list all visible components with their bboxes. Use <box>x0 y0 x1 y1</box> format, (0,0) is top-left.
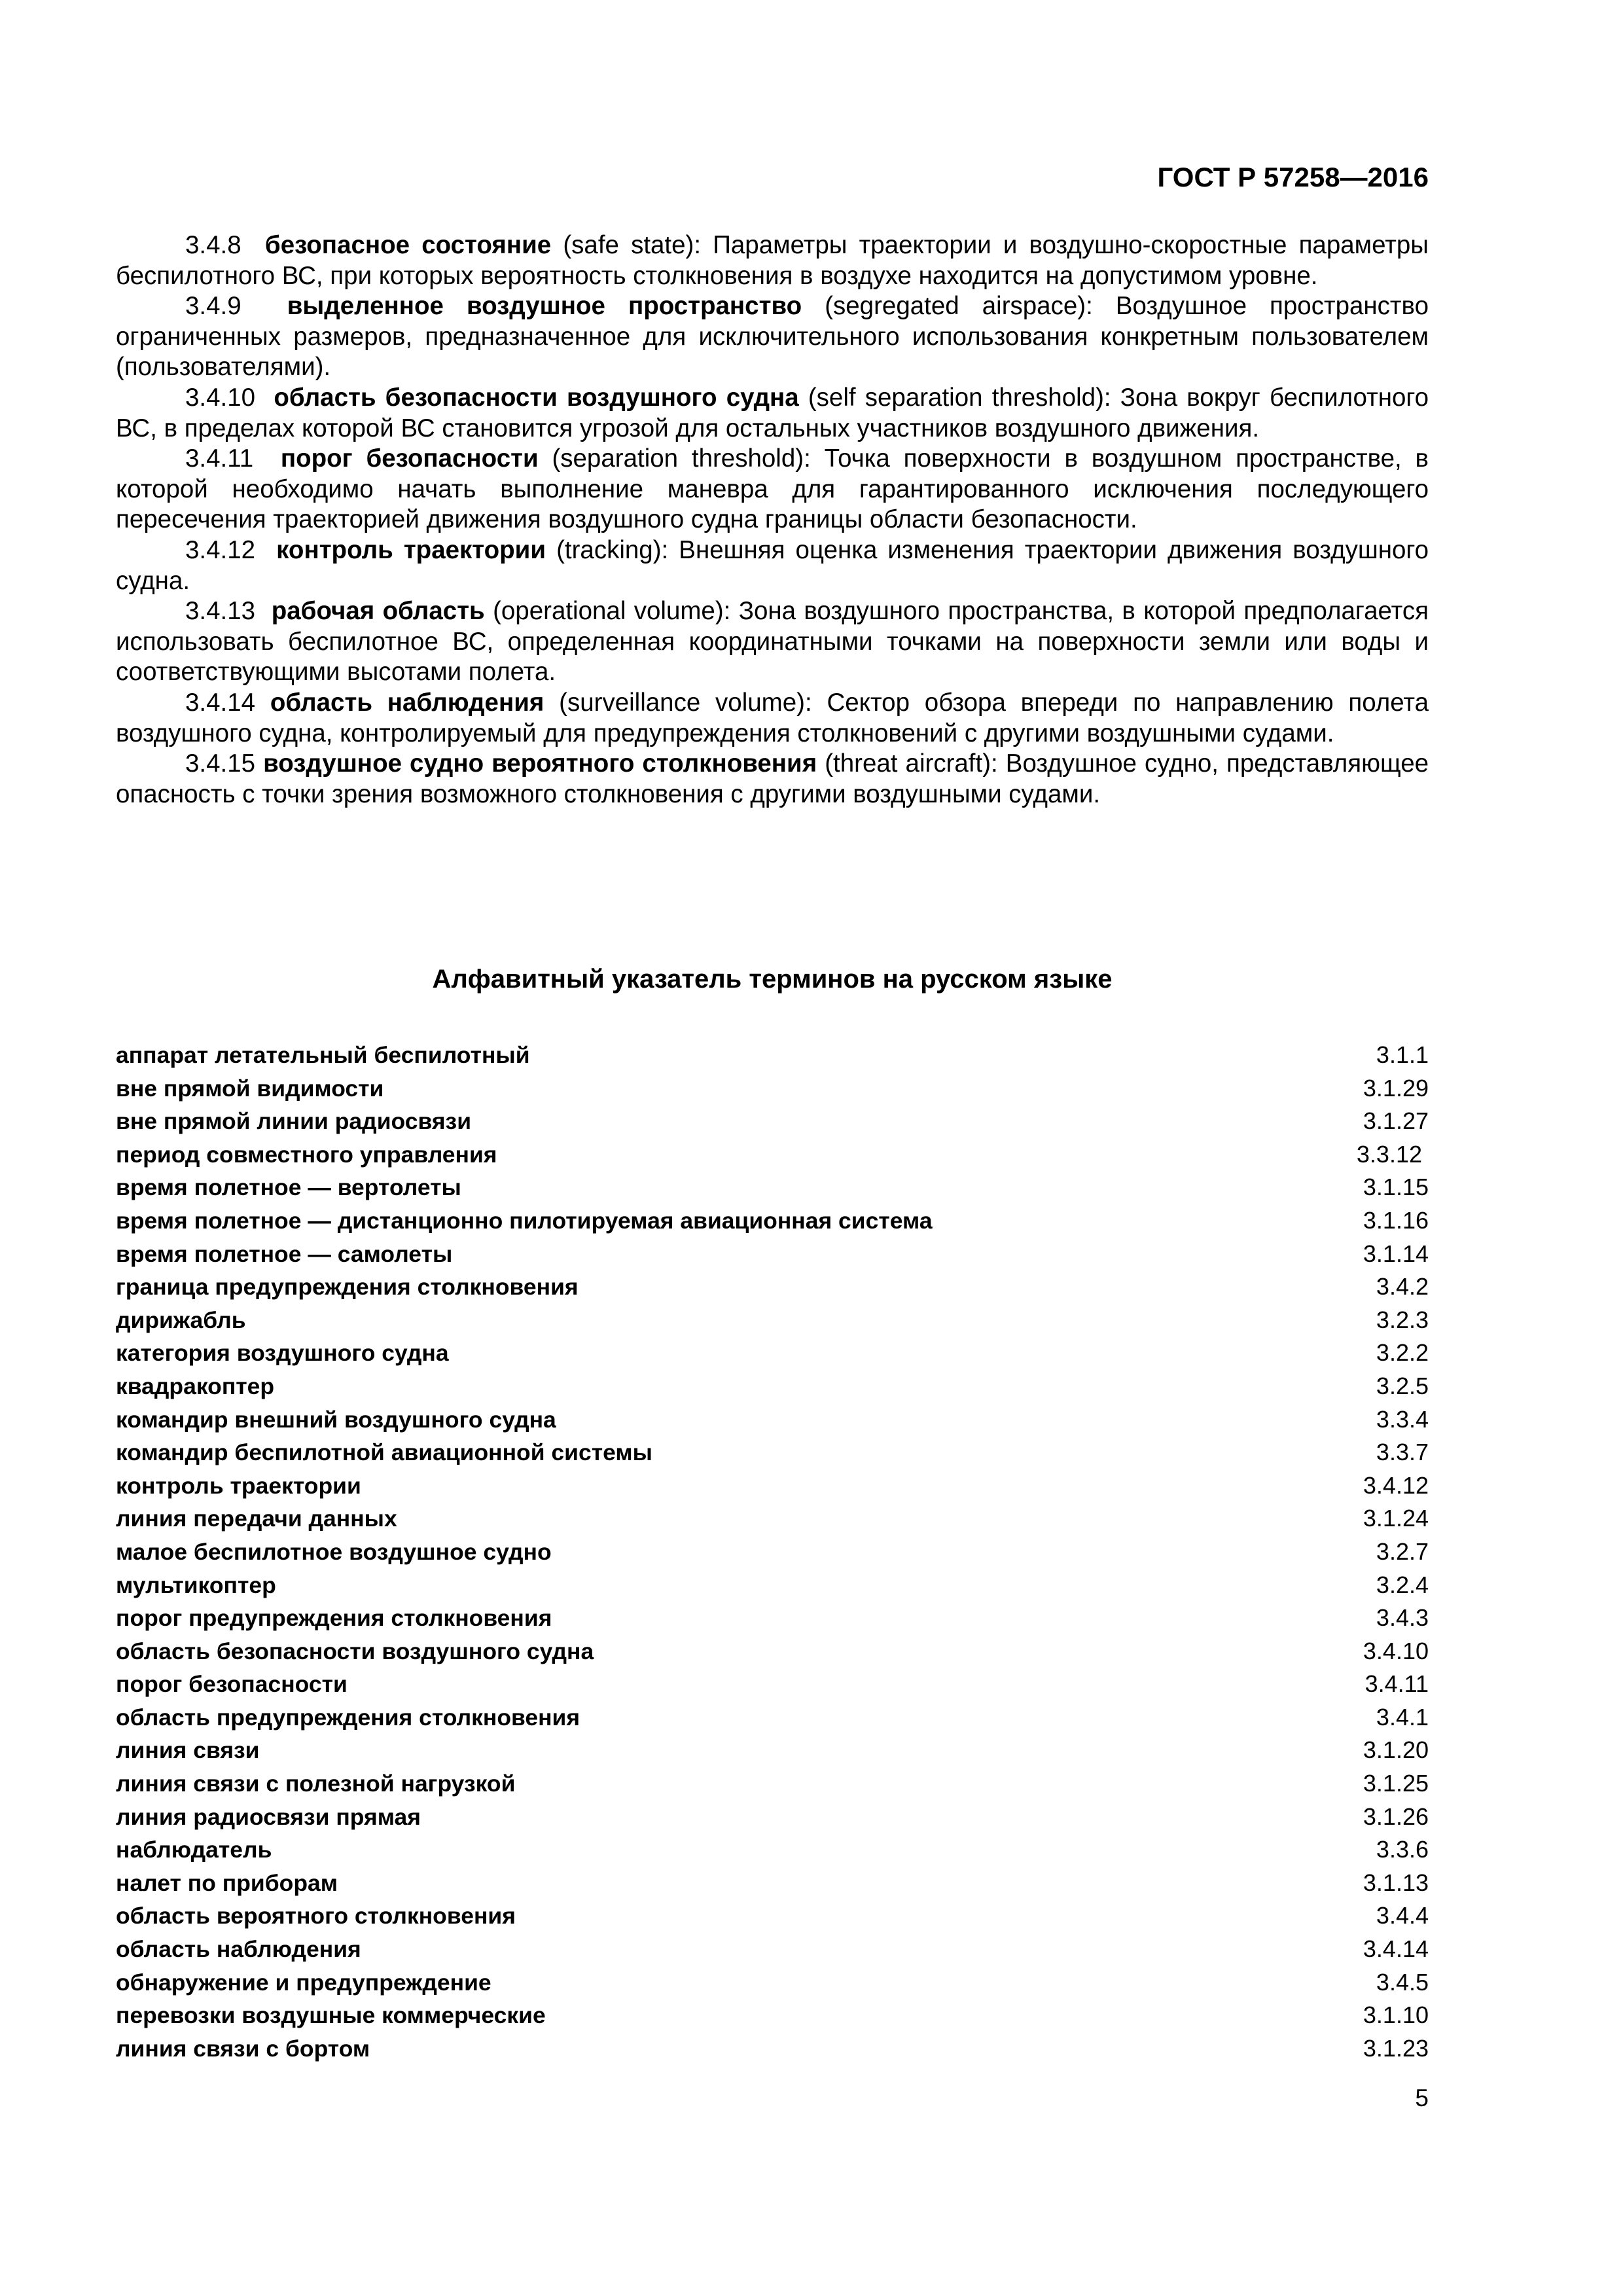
definition-3-4-14 <box>116 688 1429 749</box>
index-ref: 3.1.25 <box>1363 1770 1429 1797</box>
index-ref: 3.1.1 <box>1376 1041 1429 1068</box>
index-row <box>116 1304 1429 1337</box>
index-ref: 3.4.10 <box>1363 1637 1429 1664</box>
index-term: малое беспилотное воздушное судно <box>116 1538 552 1565</box>
definition-english: (safe state) <box>563 231 694 259</box>
index-term: период совместного управления <box>116 1141 497 1168</box>
index-row <box>116 1171 1429 1204</box>
definition-term: рабочая область <box>271 597 485 626</box>
definition-text: : Точка поверхности в воздушном пространстве, в которой необходимо начать выполнение маневра для гарантированного исключения последующего пересечения траекторией движения воздушного судна границы области безопасности. <box>116 444 1429 534</box>
index-row <box>116 1502 1429 1535</box>
index-ref: 3.2.5 <box>1376 1372 1429 1399</box>
definition-english: (threat aircraft) <box>825 749 991 778</box>
index-ref: 3.1.27 <box>1363 1107 1429 1135</box>
index-term: линия связи <box>116 1737 260 1764</box>
index-ref: 3.4.14 <box>1363 1935 1429 1963</box>
index-ref: 3.4.1 <box>1376 1703 1429 1731</box>
definition-english: (separation threshold) <box>552 444 804 473</box>
index-ref: 3.1.24 <box>1363 1505 1429 1532</box>
definition-text: : Воздушное судно, представляющее опасность с точки зрения возможного столкновения с другими воздушными судами. <box>116 749 1429 808</box>
definition-number: 3.4.8 <box>185 231 241 259</box>
index-term: командир внешний воздушного судна <box>116 1406 556 1433</box>
definitions-section <box>116 230 1429 810</box>
index-row <box>116 1635 1429 1668</box>
definition-3-4-12 <box>116 535 1429 596</box>
index-term: контроль траектории <box>116 1472 361 1499</box>
definition-text: : Внешняя оценка изменения траектории движения воздушного судна. <box>116 535 1429 595</box>
definition-number: 3.4.10 <box>185 383 256 412</box>
definition-3-4-11 <box>116 444 1429 535</box>
index-row <box>116 1072 1429 1105</box>
index-term: квадракоптер <box>116 1372 275 1399</box>
definition-text: : Зона воздушного пространства, в которой предполагается использовать беспилотное ВС, определенная координатными точками на поверхности земли или воды и соответствующими высотами полета. <box>116 597 1429 687</box>
index-row <box>116 1105 1429 1138</box>
index-ref: 3.2.4 <box>1376 1571 1429 1598</box>
definition-number: 3.4.15 <box>185 749 256 778</box>
index-ref: 3.4.5 <box>1376 1968 1429 1996</box>
document-code-header: ГОСТ Р 57258—2016 <box>1157 162 1429 192</box>
index-term: порог предупреждения столкновения <box>116 1605 552 1632</box>
index-term: мультикоптер <box>116 1571 276 1598</box>
definition-3-4-15 <box>116 749 1429 810</box>
index-row <box>116 1569 1429 1602</box>
definition-number: 3.4.12 <box>185 535 256 564</box>
definition-text: : Зона вокруг беспилотного ВС, в пределах которой ВС становится угрозой для остальных участников воздушного движения. <box>116 383 1429 442</box>
definition-english: (surveillance volume) <box>559 688 805 717</box>
index-ref: 3.1.16 <box>1363 1206 1429 1234</box>
index-row <box>116 1138 1429 1172</box>
definition-english: (operational volume) <box>493 597 724 626</box>
definition-english: (segregated airspace) <box>825 292 1086 321</box>
index-row <box>116 1966 1429 2000</box>
index-term: налет по приборам <box>116 1869 338 1896</box>
index-ref: 3.2.3 <box>1376 1306 1429 1333</box>
definition-number: 3.4.14 <box>185 688 256 717</box>
index-ref: 3.1.10 <box>1363 2001 1429 2029</box>
definition-number: 3.4.9 <box>185 292 241 321</box>
index-row <box>116 1602 1429 1635</box>
index-row <box>116 1403 1429 1437</box>
index-ref: 3.4.12 <box>1363 1471 1429 1499</box>
definition-number: 3.4.11 <box>185 444 254 473</box>
index-row <box>116 1336 1429 1370</box>
index-row <box>116 2032 1429 2066</box>
index-term: перевозки воздушные коммерческие <box>116 2002 546 2029</box>
index-term: время полетное — вертолеты <box>116 1174 461 1201</box>
index-ref: 3.2.7 <box>1376 1537 1429 1565</box>
index-term: наблюдатель <box>116 1837 272 1863</box>
index-ref: 3.4.3 <box>1376 1604 1429 1632</box>
index-row <box>116 1535 1429 1569</box>
index-term: время полетное — самолеты <box>116 1240 453 1267</box>
index-term: обнаружение и предупреждение <box>116 1969 491 1996</box>
index-term: категория воздушного судна <box>116 1340 449 1367</box>
index-ref: 3.4.4 <box>1376 1902 1429 1929</box>
index-ref: 3.4.2 <box>1376 1273 1429 1300</box>
index-row <box>116 1933 1429 1966</box>
index-row <box>116 1469 1429 1503</box>
index-row <box>116 1039 1429 1072</box>
index-row <box>116 1999 1429 2032</box>
index-row <box>116 1867 1429 1900</box>
index-row <box>116 1734 1429 1767</box>
definition-text: : Воздушное пространство ограниченных размеров, предназначенное для исключительного использования конкретным пользователем (пользователями). <box>116 292 1429 382</box>
definition-term: область безопасности воздушного судна <box>274 383 799 412</box>
index-term: область предупреждения столкновения <box>116 1704 580 1731</box>
index-ref: 3.1.14 <box>1363 1240 1429 1267</box>
index-row <box>116 1668 1429 1701</box>
definition-term: область наблюдения <box>270 688 544 717</box>
definition-term: безопасное состояние <box>264 231 552 259</box>
definition-english: (self separation threshold) <box>808 383 1104 412</box>
index-term: область вероятного столкновения <box>116 1903 516 1929</box>
index-row <box>116 1701 1429 1734</box>
index-ref: 3.3.12 <box>1356 1140 1422 1168</box>
index-term: время полетное — дистанционно пилотируемая авиационная система <box>116 1207 933 1234</box>
index-ref: 3.4.11 <box>1364 1670 1429 1698</box>
index-ref: 3.2.2 <box>1376 1339 1429 1367</box>
index-row <box>116 1238 1429 1271</box>
index-term: командир беспилотной авиационной системы <box>116 1439 652 1466</box>
index-ref: 3.1.13 <box>1363 1869 1429 1896</box>
index-row <box>116 1370 1429 1403</box>
definition-3-4-8 <box>116 230 1429 291</box>
index-row <box>116 1899 1429 1933</box>
index-term: граница предупреждения столкновения <box>116 1274 579 1300</box>
index-term: аппарат летательный беспилотный <box>116 1042 530 1068</box>
index-ref: 3.1.23 <box>1363 2034 1429 2062</box>
index-term: дирижабль <box>116 1306 246 1333</box>
index-term: область наблюдения <box>116 1936 361 1963</box>
index-ref: 3.1.20 <box>1363 1736 1429 1764</box>
index-term: порог безопасности <box>116 1671 348 1698</box>
page-number: 5 <box>1415 2085 1429 2111</box>
index-ref: 3.3.4 <box>1376 1405 1429 1433</box>
index-row <box>116 1204 1429 1238</box>
index-row <box>116 1270 1429 1304</box>
definition-text: : Сектор обзора впереди по направлению полета воздушного судна, контролируемый для предупреждения столкновений с другими воздушными судами. <box>116 688 1429 747</box>
index-row <box>116 1436 1429 1469</box>
index-ref: 3.3.7 <box>1376 1439 1429 1466</box>
definition-text: : Параметры траектории и воздушно-скоростные параметры беспилотного ВС, при которых вероятность столкновения в воздухе находится на допустимом уровне. <box>116 231 1429 290</box>
index-title: Алфавитный указатель терминов на русском языке <box>432 965 1113 994</box>
definition-english: (tracking) <box>556 535 662 564</box>
term-index <box>116 1039 1429 2065</box>
definition-term: контроль траектории <box>276 535 546 564</box>
index-ref: 3.1.26 <box>1363 1803 1429 1830</box>
index-ref: 3.1.15 <box>1363 1174 1429 1201</box>
definition-term: воздушное судно вероятного столкновения <box>263 749 817 778</box>
index-row <box>116 1801 1429 1834</box>
index-row <box>116 1833 1429 1867</box>
definition-number: 3.4.13 <box>185 597 256 626</box>
definition-3-4-10 <box>116 383 1429 444</box>
definition-term: выделенное воздушное пространство <box>287 292 802 321</box>
index-ref: 3.1.29 <box>1363 1074 1429 1102</box>
index-ref: 3.3.6 <box>1376 1836 1429 1863</box>
index-term: вне прямой видимости <box>116 1075 384 1102</box>
index-term: линия радиосвязи прямая <box>116 1803 421 1830</box>
definition-term: порог безопасности <box>280 444 539 473</box>
definition-3-4-13 <box>116 596 1429 688</box>
index-term: вне прямой линии радиосвязи <box>116 1108 472 1135</box>
definition-3-4-9 <box>116 291 1429 383</box>
index-term: линия связи с бортом <box>116 2035 370 2062</box>
index-row <box>116 1767 1429 1801</box>
index-term: линия передачи данных <box>116 1505 397 1532</box>
index-term: линия связи с полезной нагрузкой <box>116 1770 516 1797</box>
index-term: область безопасности воздушного судна <box>116 1638 594 1664</box>
